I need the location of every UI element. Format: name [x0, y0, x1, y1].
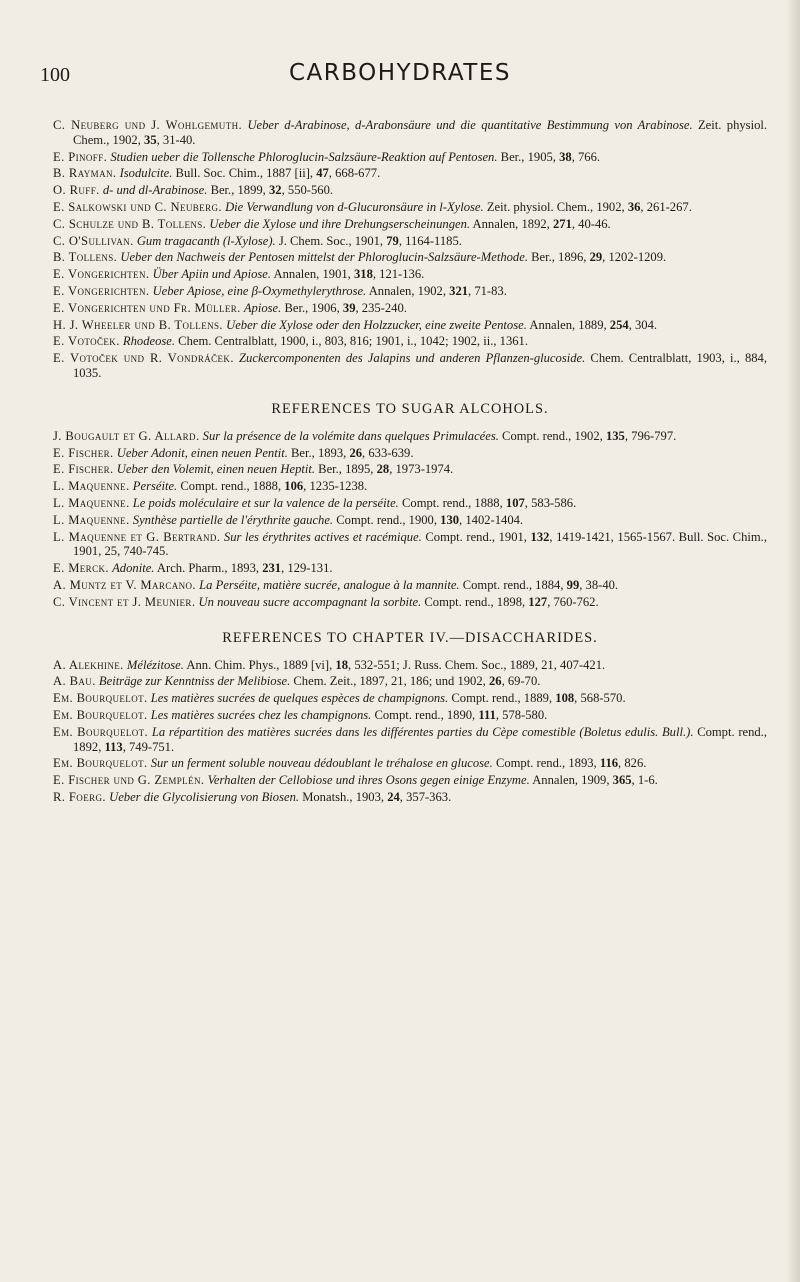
reference-title: Ueber den Nachweis der Pentosen mittelst der Phloroglucin-Salzsäure-Methode. [120, 250, 528, 265]
reference-title: Les matières sucrées de quelques espèces de champignons. [150, 691, 449, 706]
reference-author: E. Votoček und R. Vondráček. [53, 351, 234, 366]
reference-pages: , 235-240. [355, 300, 407, 315]
references-section-disaccharides [53, 630, 767, 805]
reference-volume: 231 [262, 561, 282, 576]
reference-title: Adonite. [112, 561, 155, 576]
reference-title: Beiträge zur Kenntniss der Melibiose. [98, 674, 291, 689]
reference-list [53, 118, 767, 381]
reference-source: Ber., 1895, [318, 462, 374, 477]
reference-title: Zuckercomponenten des Jalapins und anderen Pflanzen-glucoside. [239, 351, 586, 366]
reference-volume: 106 [284, 479, 304, 494]
section-heading: REFERENCES TO SUGAR ALCOHOLS. [271, 400, 549, 417]
reference-author: E. Vongerichten. [53, 267, 150, 282]
reference-entry [53, 708, 767, 723]
reference-source: Compt. rend., 1888, [180, 479, 282, 494]
reference-volume: 132 [530, 529, 550, 544]
reference-source: Compt. rend., 1888, [402, 495, 503, 510]
reference-source: Annalen, 1902, [368, 283, 446, 298]
reference-entry [53, 479, 767, 494]
reference-author: Em. Bourquelot. [53, 756, 148, 771]
reference-pages: , 40-46. [571, 216, 611, 231]
reference-pages: , 633-639. [362, 445, 414, 460]
reference-volume: 36 [627, 199, 641, 214]
reference-author: Em. Bourquelot. [53, 707, 148, 722]
reference-title: Ueber Apiose, eine β-Oxymethylerythrose. [152, 283, 367, 298]
reference-author: L. Maquenne. [53, 495, 130, 510]
reference-volume: 108 [555, 691, 575, 706]
reference-entry [53, 790, 767, 805]
reference-entry [53, 301, 767, 316]
reference-entry [53, 658, 767, 673]
reference-author: L. Maquenne. [53, 512, 130, 527]
reference-source: Ber., 1899, [210, 183, 266, 198]
reference-title: Apiose. [243, 300, 282, 315]
reference-source: Compt. rend., 1902, [502, 428, 603, 443]
reference-pages: , 304. [628, 317, 658, 332]
reference-pages: , 1402-1404. [459, 512, 524, 527]
reference-volume: 318 [353, 267, 373, 282]
reference-author: E. Salkowski und C. Neuberg. [53, 199, 222, 214]
reference-source: Zeit. physiol. Chem., 1902, [486, 199, 625, 214]
reference-title: d- und dl-Arabinose. [102, 183, 208, 198]
reference-volume: 107 [505, 495, 525, 510]
reference-volume: 26 [349, 445, 363, 460]
reference-author: B. Rayman. [53, 166, 117, 181]
reference-volume: 79 [386, 233, 399, 248]
reference-volume: 29 [589, 250, 603, 265]
reference-volume: 135 [605, 428, 625, 443]
page-header [40, 58, 760, 98]
references-section-pentoses [53, 118, 767, 381]
reference-title: Sur la présence de la volémite dans quelques Primulacées. [202, 428, 499, 443]
reference-author: E. Fischer und G. Zemplén. [53, 773, 205, 788]
reference-volume: 130 [440, 512, 460, 527]
reference-title: Ueber den Volemit, einen neuen Heptit. [116, 462, 316, 477]
reference-entry [53, 773, 767, 788]
reference-entry [53, 513, 767, 528]
reference-source: Annalen, 1892, [472, 216, 550, 231]
reference-title: Rhodeose. [122, 334, 176, 349]
reference-title: Sur les érythrites actives et racémique. [223, 529, 422, 544]
reference-entry [53, 334, 767, 349]
reference-pages: , 38-40. [579, 577, 619, 592]
reference-author: E. Merck. [53, 561, 109, 576]
reference-source: Chem. Centralblatt, 1903, i., 884, 1035. [73, 351, 768, 380]
reference-source: Zeit. physiol. Chem., 1902, [73, 118, 768, 147]
reference-author: E. Fischer. [53, 462, 114, 477]
reference-source: Ann. Chim. Phys., 1889 [vi], [186, 657, 333, 672]
reference-entry [53, 166, 767, 181]
reference-entry [53, 462, 767, 477]
reference-source: Annalen, 1909, [532, 773, 610, 788]
reference-volume: 111 [478, 707, 496, 722]
reference-list [53, 429, 767, 610]
page-edge-shadow [786, 0, 800, 1282]
reference-entry [53, 595, 767, 610]
references-section-sugar-alcohols [53, 401, 767, 610]
reference-author: C. Neuberg und J. Wohlgemuth. [53, 118, 243, 132]
reference-author: L. Maquenne. [53, 479, 130, 494]
reference-author: H. J. Wheeler und B. Tollens. [53, 317, 223, 332]
reference-title: Ueber die Xylose oder den Holzzucker, eine zweite Pentose. [226, 317, 527, 332]
reference-source: Compt. rend., 1892, [73, 724, 768, 754]
reference-author: A. Bau. [53, 674, 96, 689]
reference-title: Ueber d-Arabinose, d-Arabonsäure und die quantitative Bestimmung von Arabinose. [247, 118, 693, 132]
reference-volume: 32 [269, 183, 282, 198]
reference-pages: , 766. [571, 149, 601, 164]
reference-entry [53, 200, 767, 215]
reference-entry [53, 217, 767, 232]
reference-title: Mélézitose. [126, 657, 184, 672]
reference-entry [53, 150, 767, 165]
reference-pages: , 1973-1974. [389, 462, 454, 477]
reference-entry [53, 234, 767, 249]
reference-source: J. Chem. Soc., 1901, [278, 233, 384, 248]
reference-pages: , 760-762. [547, 594, 599, 609]
reference-volume: 113 [104, 739, 123, 754]
reference-source: Annalen, 1901, [273, 267, 351, 282]
reference-title: Ueber die Xylose und ihre Drehungserscheinungen. [209, 216, 471, 231]
reference-entry [53, 318, 767, 333]
reference-title: Synthèse partielle de l'érythrite gauche. [132, 512, 334, 527]
reference-author: E. Vongerichten. [53, 283, 150, 298]
reference-entry [53, 674, 767, 689]
reference-title: Studien ueber die Tollensche Phloroglucin-Salzsäure-Reaktion auf Pentosen. [110, 149, 498, 164]
reference-author: O. Ruff. [53, 183, 100, 198]
reference-source: Compt. rend., 1898, [424, 594, 526, 609]
reference-entry [53, 351, 767, 381]
reference-author: C. Schulze und B. Tollens. [53, 216, 207, 231]
reference-entry [53, 725, 767, 755]
reference-title: Isodulcite. [119, 166, 173, 181]
reference-pages: , 1235-1238. [303, 479, 368, 494]
reference-pages: , 261-267. [640, 199, 692, 214]
reference-entry [53, 496, 767, 511]
reference-source: Ber., 1896, [531, 250, 587, 265]
reference-volume: 365 [612, 773, 632, 788]
reference-author: E. Fischer. [53, 445, 114, 460]
reference-title: Über Apiin und Apiose. [152, 267, 272, 282]
reference-author: L. Maquenne et G. Bertrand. [53, 529, 221, 544]
reference-pages: , 532-551; J. Russ. Chem. Soc., 1889, 21, 407-421. [348, 657, 606, 672]
reference-source: Chem. Zeit., 1897, 21, 186; und 1902, [293, 674, 486, 689]
page-number: 100 [40, 64, 70, 86]
reference-source: Annalen, 1889, [529, 317, 607, 332]
reference-title: Sur un ferment soluble nouveau dédoublant le tréhalose en glucose. [150, 756, 493, 771]
reference-title: Les matières sucrées chez les champignons. [150, 707, 372, 722]
reference-title: Gum tragacanth (l-Xylose). [136, 233, 276, 248]
reference-author: A. Muntz et V. Marcano. [53, 577, 196, 592]
reference-pages: , 69-70. [501, 674, 541, 689]
reference-title: Die Verwandlung von d-Glucuronsäure in l-Xylose. [225, 199, 484, 214]
references-content [53, 118, 767, 807]
reference-pages: , 1202-1209. [602, 250, 667, 265]
reference-volume: 99 [566, 577, 580, 592]
reference-volume: 39 [342, 300, 356, 315]
reference-author: B. Tollens. [53, 250, 118, 265]
reference-author: E. Votoček. [53, 334, 120, 349]
reference-source: Bull. Soc. Chim., 1887 [ii], [175, 166, 314, 181]
reference-entry [53, 691, 767, 706]
reference-title: Verhalten der Cellobiose und ihres Osons gegen einige Enzyme. [207, 773, 530, 788]
reference-pages: , 31-40. [156, 132, 196, 147]
reference-source: Compt. rend., 1893, [495, 756, 597, 771]
reference-volume: 271 [552, 216, 572, 231]
reference-pages: , 826. [618, 756, 647, 771]
reference-author: C. Vincent et J. Meunier. [53, 594, 196, 609]
reference-title: La Perséite, matière sucrée, analogue à la mannite. [199, 577, 460, 592]
reference-entry [53, 118, 767, 148]
reference-entry [53, 250, 767, 265]
reference-source: Compt. rend., 1900, [336, 512, 437, 527]
reference-list [53, 658, 767, 805]
reference-author: A. Alekhine. [53, 657, 124, 672]
reference-volume: 127 [528, 594, 548, 609]
reference-source: Chem. Centralblatt, 1900, i., 803, 816; 1901, i., 1042; 1902, ii., 1361. [178, 334, 528, 349]
reference-volume: 26 [488, 674, 502, 689]
reference-title: Un nouveau sucre accompagnant la sorbite. [198, 594, 422, 609]
reference-entry [53, 183, 767, 198]
reference-author: C. O'Sullivan. [53, 233, 134, 248]
reference-volume: 254 [609, 317, 629, 332]
reference-entry [53, 267, 767, 282]
reference-pages: , 1164-1185. [398, 233, 462, 248]
reference-source: Arch. Pharm., 1893, [156, 561, 260, 576]
reference-entry [53, 446, 767, 461]
reference-pages: , 749-751. [122, 739, 175, 754]
reference-author: Em. Bourquelot. [53, 691, 148, 706]
reference-source: Compt. rend., 1890, [374, 707, 476, 722]
reference-source: Compt. rend., 1884, [462, 577, 564, 592]
reference-author: J. Bougault et G. Allard. [53, 428, 200, 443]
reference-volume: 47 [316, 166, 329, 181]
reference-volume: 24 [387, 789, 400, 804]
reference-title: Perséite. [132, 479, 178, 494]
reference-pages: , 568-570. [574, 691, 626, 706]
reference-entry [53, 429, 767, 444]
reference-volume: 38 [559, 149, 572, 164]
reference-source: Compt. rend., 1901, [425, 529, 527, 544]
reference-source: Monatsh., 1903, [302, 789, 385, 804]
reference-volume: 28 [376, 462, 390, 477]
running-head: CARBOHYDRATES [289, 60, 511, 86]
reference-volume: 321 [449, 283, 469, 298]
reference-pages: , 357-363. [399, 789, 452, 804]
reference-entry [53, 530, 767, 560]
reference-entry [53, 284, 767, 299]
reference-pages: , 578-580. [495, 707, 548, 722]
reference-pages: , 668-677. [328, 166, 381, 181]
reference-pages: , 129-131. [281, 561, 333, 576]
reference-source: Ber., 1893, [291, 445, 347, 460]
reference-pages: , 121-136. [372, 267, 425, 282]
reference-author: Em. Bourquelot. [53, 724, 149, 739]
reference-title: Ueber Adonit, einen neuen Pentit. [116, 445, 288, 460]
reference-pages: , 583-586. [524, 495, 577, 510]
reference-author: R. Foerg. [53, 789, 106, 804]
reference-source: Ber., 1905, [500, 149, 556, 164]
reference-entry [53, 756, 767, 771]
reference-pages: , 796-797. [624, 428, 677, 443]
reference-volume: 116 [599, 756, 619, 771]
reference-volume: 18 [335, 657, 349, 672]
reference-entry [53, 561, 767, 576]
reference-title: Ueber die Glycolisierung von Biosen. [109, 789, 300, 804]
reference-author: E. Pinoff. [53, 149, 108, 164]
reference-source: Compt. rend., 1889, [451, 691, 553, 706]
reference-pages: , 71-83. [468, 283, 507, 298]
reference-author: E. Vongerichten und Fr. Müller. [53, 300, 241, 315]
reference-title: La répartition des matières sucrées dans les différentes parties du Cèpe comestible (Boletus edulis. Bull.). [151, 724, 694, 739]
reference-pages: , 1-6. [631, 773, 658, 788]
reference-entry [53, 578, 767, 593]
reference-title: Le poids moléculaire et sur la valence de la perséite. [132, 495, 399, 510]
reference-pages: , 1419-1421, 1565-1567. Bull. Soc. Chim., 1901, 25, 740-745. [73, 529, 767, 559]
reference-source: Ber., 1906, [284, 300, 340, 315]
reference-volume: 35 [144, 132, 157, 147]
reference-pages: , 550-560. [281, 183, 334, 198]
section-heading: REFERENCES TO CHAPTER IV.—DISACCHARIDES. [222, 629, 598, 646]
